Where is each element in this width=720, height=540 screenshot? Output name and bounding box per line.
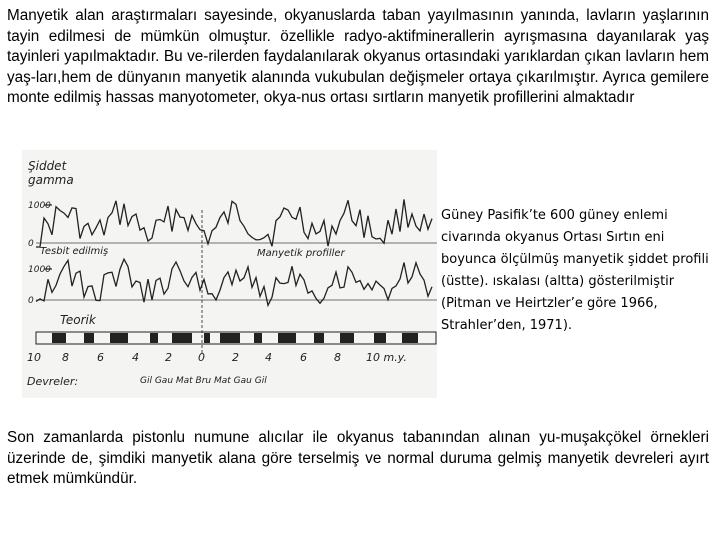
polarity-block	[402, 333, 418, 343]
polarity-block	[374, 333, 386, 343]
age-tick: 8	[62, 351, 69, 364]
scale-zero-lower: 0	[28, 296, 34, 306]
magnetic-profile-sketch	[22, 150, 437, 398]
closing-paragraph: Son zamanlarda pistonlu numune alıcılar ile okyanus tabanından alınan yu-muşakçökel örnekleri üzerinde de, şimdiki manyetik alana göre terselmiş ve normal duruma gelmiş manyetik devreleri ayırt etmek mümkündür.	[7, 429, 709, 487]
epochs-sequence: Gil Gau Mat Bru Mat Gau Gil	[140, 376, 267, 386]
y-label-unit: gamma	[28, 173, 74, 187]
polarity-stripes	[52, 333, 418, 343]
polarity-block	[220, 333, 240, 343]
magnetic-profile-figure	[22, 150, 437, 398]
label-theoretical: Teorik	[60, 313, 96, 327]
age-tick: 4	[132, 351, 139, 364]
age-tick: 0	[198, 351, 205, 364]
figure-caption: Güney Pasifik’te 600 güney enlemi civarında okyanus Ortası Sırtın eni boyunca ölçülmüş manyetik şiddet profili (üstte). ıskalası (altta) gösterilmiştir (Pitman ve Heirtzler’e göre 1966, Strahler’den, 1971).	[441, 208, 709, 333]
y-label-intensity: Şiddet	[28, 159, 67, 173]
polarity-block	[52, 333, 66, 343]
label-epochs: Devreler:	[27, 375, 79, 388]
age-axis-ticks	[27, 351, 407, 364]
age-tick: 10	[27, 351, 41, 364]
polarity-block	[110, 333, 128, 343]
polarity-block	[172, 333, 192, 343]
age-tick: 6	[97, 351, 104, 364]
polarity-block	[314, 333, 324, 343]
age-tick: 4	[265, 351, 272, 364]
polarity-block	[84, 333, 94, 343]
scale-zero-upper: 0	[28, 239, 34, 249]
polarity-block	[254, 333, 262, 343]
polarity-block	[204, 333, 210, 343]
label-magnetic-profiles: Manyetik profiller	[257, 248, 345, 259]
observed-profile-line	[36, 199, 432, 247]
polarity-block	[340, 333, 354, 343]
scale-1000-lower: 1000	[28, 265, 51, 275]
polarity-block	[278, 333, 296, 343]
age-tick: 2	[232, 351, 239, 364]
age-tick: 10 m.y.	[366, 351, 407, 364]
age-tick: 2	[165, 351, 172, 364]
intro-paragraph: Manyetik alan araştırmaları sayesinde, okyanuslarda taban yayılmasının yanında, lavların yaşlarının tayin edilmesi de mümkün olmuştur. özellikle radyo-aktifminerallerin ayrışmasına dayanılarak yaş tayinleri yapılmaktadır. Bu ve-rilerden faydalanılarak okyanus ortasındaki yarıklardan çıkan lavların hem yaş-ları,hem de dünyanın manyetik alanında vukubulan değişmeler ortaya çıkarılmıştır. Ayrıca gemilere monte edilmiş hassas manyotometer, okya-nus ortası sırtların manyetik profillerini almaktadır	[7, 7, 709, 106]
theoretical-profile-line	[36, 259, 432, 305]
age-tick: 6	[300, 351, 307, 364]
label-observed: Tesbit edilmiş	[40, 246, 109, 257]
polarity-block	[150, 333, 158, 343]
scale-1000-upper: 1000	[28, 201, 51, 211]
age-tick: 8	[334, 351, 341, 364]
